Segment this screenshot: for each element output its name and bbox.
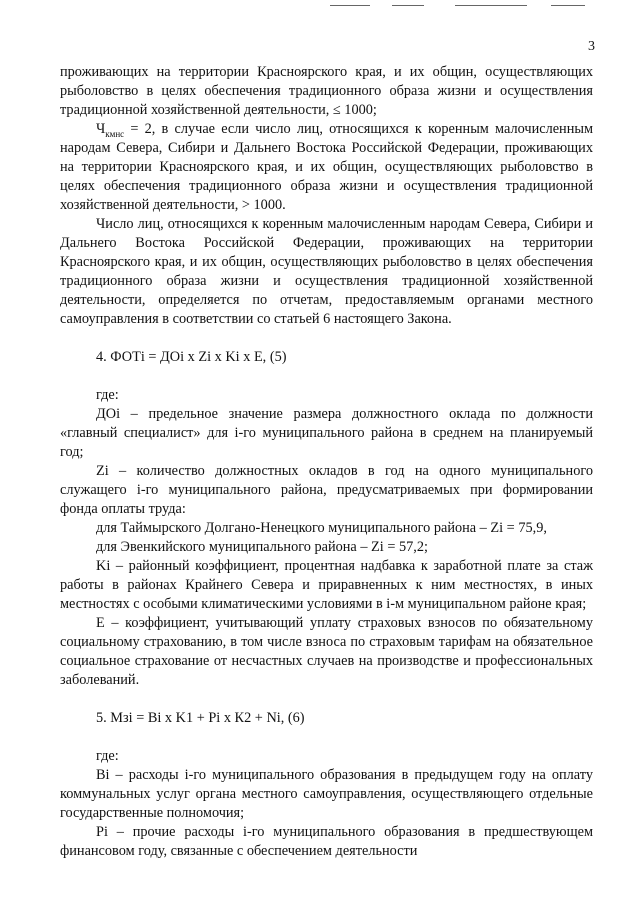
paragraph-text: = 2, в случае если число лиц, относящихся к коренным малочисленным народам Севера, Сибири и Дальнего Востока Российской Федерации, проживающих на территории Красноярского края, и их общин, осуществляющих рыболовство в целях обеспечения традиционного образа жизни и осуществления традиционной хозяйственной деятельности, > 1000. <box>60 121 593 213</box>
symbol-ch: Ч <box>96 121 106 137</box>
page-number: 3 <box>588 39 595 54</box>
formula-6: 5. Мзi = Вi х K1 + Рi х К2 + Ni, (6) <box>96 710 305 726</box>
header-rule <box>392 5 424 6</box>
paragraph: для Эвенкийского муниципального района – Zi = 57,2; <box>96 539 428 555</box>
paragraph: Число лиц, относящихся к коренным малочисленным народам Севера, Сибири и Дальнего Востока Российской Федерации, проживающих на территории Красноярского края, и их общин, осуществляющих рыболовство в целях обеспечения традиционного образа жизни и осуществления традиционной хозяйственной деятельности, определяется по отчетам, предоставляемым органами местного самоуправления в соответствии со статьей 6 настоящего Закона. <box>60 216 593 327</box>
paragraph: проживающих на территории Красноярского края, и их общин, осуществляющих рыболовство в целях обеспечения традиционного образа жизни и осуществления традиционной хозяйственной деятельности, ≤ 1000; <box>60 64 593 118</box>
paragraph: Вi – расходы i-го муниципального образования в предыдущем году на оплату коммунальных услуг органа местного самоуправления, осуществляющего отдельные государственные полномочия; <box>60 767 593 821</box>
paragraph <box>60 120 593 215</box>
header-rule <box>551 5 585 6</box>
paragraph: Ki – районный коэффициент, процентная надбавка к заработной плате за стаж работы в районах Крайнего Севера и приравненных к ним местностях, в иных местностях с особыми климатическими условиями в i-м муниципальном районе края; <box>60 558 593 612</box>
header-rule <box>330 5 370 6</box>
symbol-subscript: кмнс <box>105 128 125 139</box>
paragraph: для Таймырского Долгано-Ненецкого муниципального района – Zi = 75,9, <box>96 520 547 536</box>
paragraph: ДОi – предельное значение размера должностного оклада по должности «главный специалист» для i-го муниципального района в среднем на планируемый год; <box>60 406 593 460</box>
header-rule <box>455 5 527 6</box>
paragraph: Zi – количество должностных окладов в год на одного муниципального служащего i-го муниципального района, предусматриваемых при формировании фонда оплаты труда: <box>60 463 593 517</box>
where-label: где: <box>96 748 119 764</box>
paragraph: Е – коэффициент, учитывающий уплату страховых взносов по обязательному социальному страхованию, в том числе взноса по страховым тарифам на обязательное социальное страхование от несчастных случаев на производстве и профессиональных заболеваний. <box>60 615 593 688</box>
where-label: где: <box>96 387 119 403</box>
document-body <box>60 63 593 861</box>
formula-5: 4. ФОТi = ДОi х Zi х Ki х E, (5) <box>96 349 287 365</box>
paragraph: Рi – прочие расходы i-го муниципального образования в предшествующем финансовом году, связанные с обеспечением деятельности <box>60 824 593 859</box>
